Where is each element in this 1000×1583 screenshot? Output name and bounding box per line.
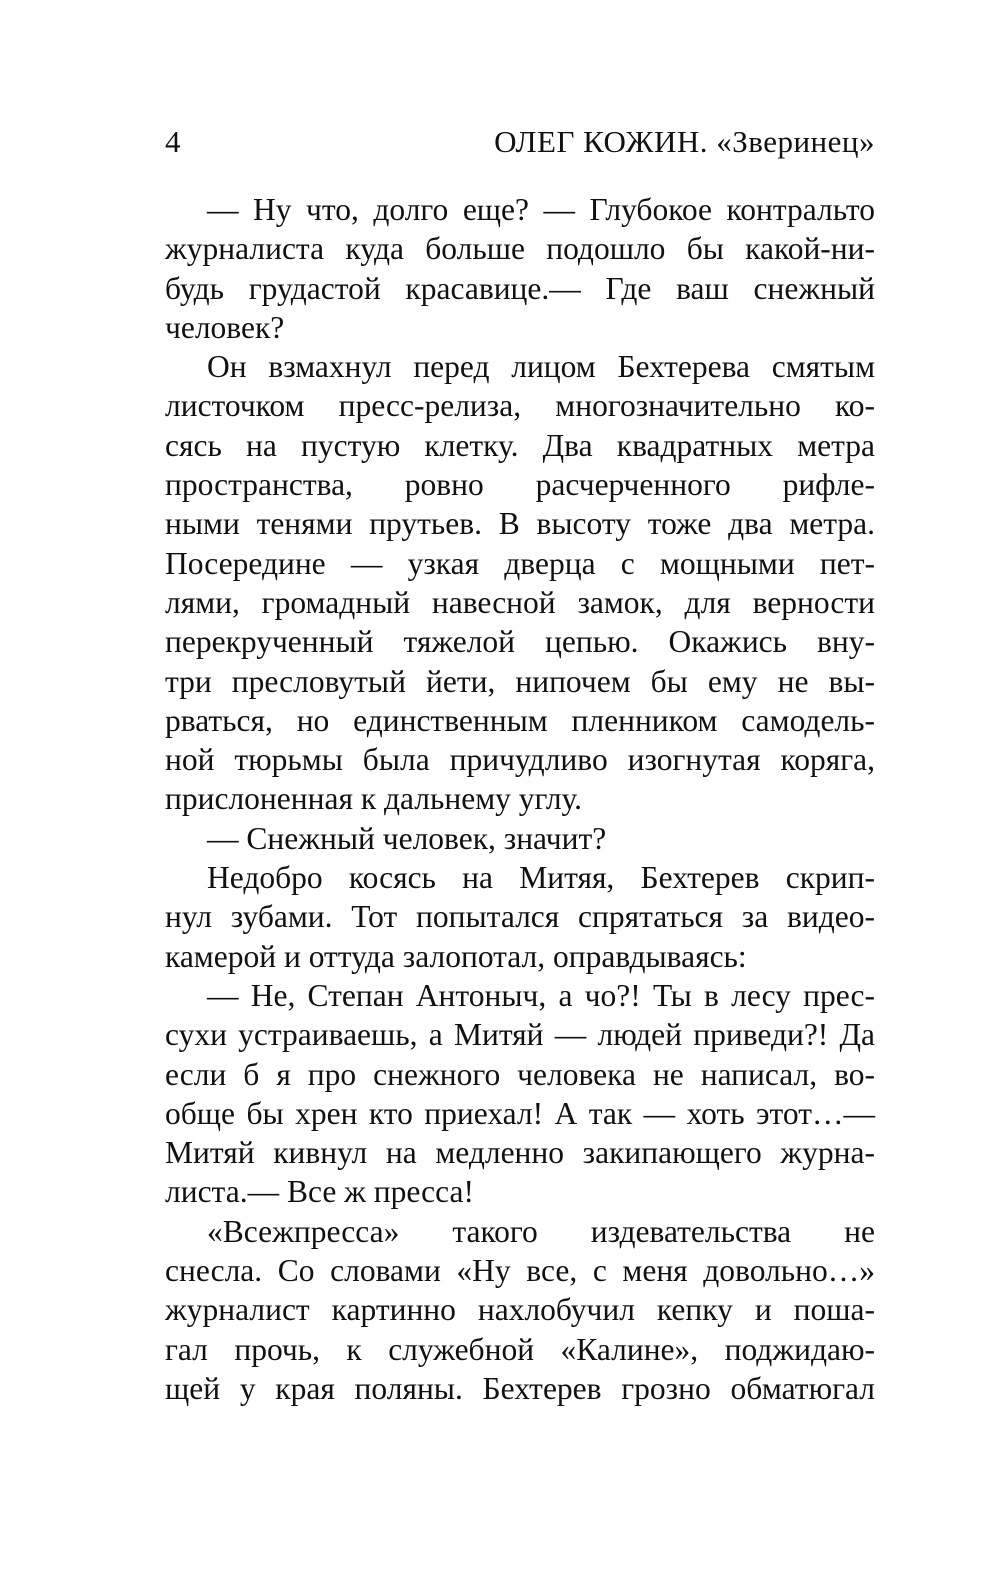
text-line: ной тюрьмы была причудливо изогнутая коряга,: [165, 742, 875, 778]
text-line: журналист картинно нахлобучил кепку и поша-: [165, 1292, 875, 1328]
text-line: пространства, ровно расчерченного рифле-: [165, 467, 875, 503]
text-line: сухи устраиваешь, а Митяй — людей приведи?! Да: [165, 1017, 875, 1053]
text-line: — Ну что, долго еще? — Глубокое контральто: [207, 192, 875, 227]
text-line: Он взмахнул перед лицом Бехтерева смятым: [207, 349, 875, 385]
body-text: [165, 190, 875, 1408]
text-line: Митяй кивнул на медленно закипающего журна-: [165, 1135, 875, 1171]
text-line: «Всежпресса» такого издевательства не: [207, 1213, 875, 1249]
text-line: лями, громадный навесной замок, для верности: [165, 584, 875, 620]
page-header: [165, 118, 875, 166]
text-line: прислоненная к дальнему углу.: [165, 781, 583, 817]
text-line: перекрученный тяжелой цепью. Окажись вну-: [165, 624, 875, 660]
page-number: 4: [165, 124, 181, 159]
text-line: если б я про снежного человека не написал, во-: [165, 1056, 875, 1092]
running-head: ОЛЕГ КОЖИН. «Зверинец»: [494, 124, 875, 159]
text-line: щей у края поляны. Бехтерев грозно обматюгал: [165, 1370, 875, 1406]
text-line: рваться, но единственным пленником самодель-: [165, 702, 875, 738]
text-line: гал прочь, к служебной «Калине», поджидаю-: [165, 1331, 875, 1367]
text-line: камерой и оттуда залопотал, оправдываясь:: [165, 938, 747, 974]
text-line: ными тенями прутьев. В высоту тоже два метра.: [165, 506, 875, 542]
text-line: снесла. Со словами «Ну все, с меня довольно…»: [165, 1253, 875, 1289]
text-line: будь грудастой красавице.— Где ваш снежный: [165, 270, 875, 306]
text-line: человек?: [165, 309, 285, 345]
text-line: Недобро косясь на Митяя, Бехтерев скрип-: [207, 860, 875, 896]
text-line: обще бы хрен кто приехал! А так — хоть этот…—: [165, 1095, 875, 1131]
text-line: нул зубами. Тот попытался спрятаться за видео-: [165, 899, 875, 935]
text-line: журналиста куда больше подошло бы какой-ни-: [165, 231, 875, 267]
text-line: листочком пресс-релиза, многозначительно ко-: [165, 388, 875, 424]
text-line: Посередине — узкая дверца с мощными пет-: [165, 545, 875, 581]
text-line: листа.— Все ж пресса!: [165, 1174, 475, 1210]
text-line: — Снежный человек, значит?: [207, 820, 607, 856]
text-line: три пресловутый йети, нипочем бы ему не вы-: [165, 663, 875, 699]
text-line: сясь на пустую клетку. Два квадратных метра: [165, 427, 875, 463]
text-line: — Не, Степан Антоныч, а чо?! Ты в лесу прес-: [207, 977, 875, 1013]
